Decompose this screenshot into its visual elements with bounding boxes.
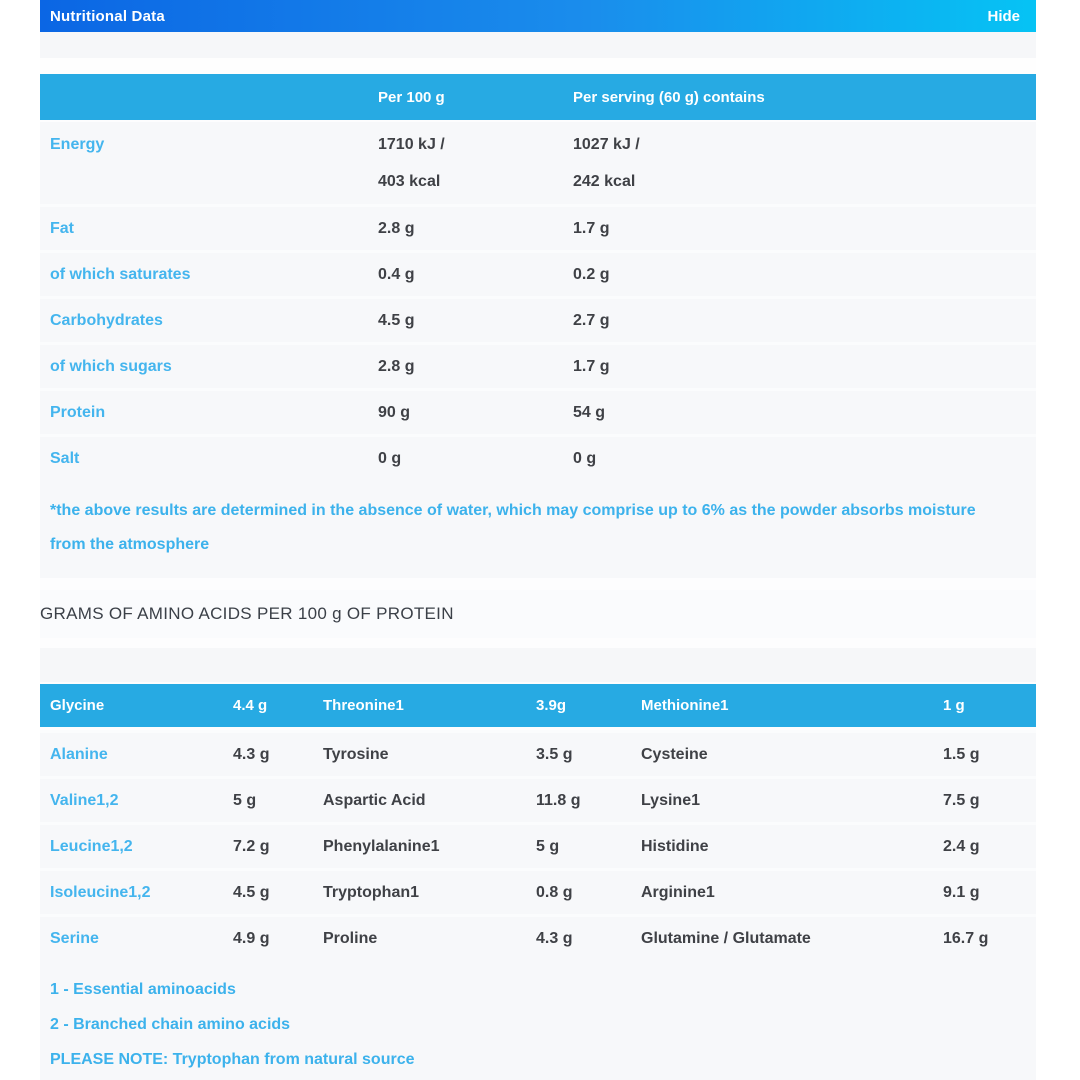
amino-value: 4.5 g	[233, 883, 270, 901]
nutrition-table-header	[40, 74, 1036, 122]
amino-row	[40, 730, 1036, 776]
nutrition-row-salt	[40, 434, 1036, 480]
amino-name: Isoleucine1,2	[50, 883, 151, 901]
amino-value: 4.4 g	[233, 697, 268, 714]
amino-row	[40, 776, 1036, 822]
water-absorption-footnote	[40, 480, 1036, 578]
amino-name: Methionine1	[641, 697, 729, 714]
amino-name: Aspartic Acid	[323, 791, 426, 809]
row-label: Protein	[50, 403, 106, 421]
spacer-band	[40, 58, 1036, 74]
amino-name: Histidine	[641, 837, 709, 855]
amino-footnotes	[40, 960, 1036, 1080]
amino-value: 3.5 g	[536, 745, 573, 763]
amino-value: 4.3 g	[536, 929, 573, 947]
note-branched-chain: 2 - Branched chain amino acids	[50, 1016, 291, 1033]
value-per-100g: 4.5 g	[378, 311, 415, 329]
row-label: of which saturates	[50, 265, 191, 283]
amino-value: 2.4 g	[943, 837, 980, 855]
row-label: Energy	[50, 136, 105, 153]
column-header-per-100g: Per 100 g	[378, 88, 445, 106]
value-per-100g: 90 g	[378, 403, 411, 421]
energy-kcal: 242 kcal	[573, 173, 636, 190]
nutrition-row-energy	[40, 122, 1036, 204]
amino-value: 5 g	[233, 791, 257, 809]
value-per-serving: 2.7 g	[573, 311, 610, 329]
value-per-serving: 0.2 g	[573, 265, 610, 283]
spacer-band	[40, 648, 1036, 682]
value-per-serving	[573, 126, 1036, 200]
note-essential-aminoacids: 1 - Essential aminoacids	[50, 981, 236, 998]
amino-value: 7.2 g	[233, 837, 270, 855]
amino-value: 3.9g	[536, 697, 567, 714]
amino-name: Glycine	[50, 697, 105, 714]
value-per-serving: 1.7 g	[573, 219, 610, 237]
row-label: Carbohydrates	[50, 311, 163, 329]
column-header-per-serving: Per serving (60 g) contains	[573, 88, 765, 106]
nutrition-row-saturates	[40, 250, 1036, 296]
spacer-band	[40, 638, 1036, 648]
row-label: of which sugars	[50, 357, 172, 375]
amino-value: 1 g	[943, 697, 965, 714]
amino-value: 1.5 g	[943, 745, 980, 763]
amino-name: Glutamine / Glutamate	[641, 929, 811, 947]
value-per-serving: 0 g	[573, 449, 597, 467]
amino-acids-heading-band	[40, 590, 1036, 638]
value-per-100g: 2.8 g	[378, 357, 415, 375]
nutrition-row-sugars	[40, 342, 1036, 388]
amino-row	[40, 914, 1036, 960]
amino-name: Valine1,2	[50, 791, 119, 809]
amino-name: Threonine1	[323, 697, 404, 714]
note-tryptophan-source: PLEASE NOTE: Tryptophan from natural source	[50, 1051, 415, 1068]
energy-kj: 1027 kJ /	[573, 136, 640, 153]
amino-name: Cysteine	[641, 745, 708, 763]
amino-name: Tryptophan1	[323, 883, 420, 901]
value-per-serving: 54 g	[573, 403, 606, 421]
amino-name: Phenylalanine1	[323, 837, 440, 855]
nutrition-row-fat	[40, 204, 1036, 250]
hide-button[interactable]: Hide	[987, 7, 1020, 25]
amino-acids-heading: GRAMS OF AMINO ACIDS PER 100 g OF PROTEIN	[40, 604, 454, 623]
amino-table-header	[40, 684, 1036, 730]
nutrition-table-body	[40, 122, 1036, 578]
footnote-text: *the above results are determined in the absence of water, which may comprise up to 6% as the powder absorbs moisture from the atmosphere	[50, 502, 976, 553]
value-per-100g	[378, 126, 573, 200]
amino-name: Leucine1,2	[50, 837, 133, 855]
amino-name: Serine	[50, 929, 99, 947]
nutrition-row-protein	[40, 388, 1036, 434]
amino-row	[40, 868, 1036, 914]
amino-value: 16.7 g	[943, 929, 989, 947]
amino-row	[40, 822, 1036, 868]
spacer-band	[40, 578, 1036, 590]
value-per-100g: 0.4 g	[378, 265, 415, 283]
value-per-serving: 1.7 g	[573, 357, 610, 375]
amino-name: Proline	[323, 929, 378, 947]
amino-value: 0.8 g	[536, 883, 573, 901]
row-label: Salt	[50, 449, 80, 467]
amino-value: 5 g	[536, 837, 560, 855]
nutritional-data-panel	[40, 0, 1036, 1080]
energy-kj: 1710 kJ /	[378, 136, 445, 153]
amino-value: 7.5 g	[943, 791, 980, 809]
nutrition-row-carbohydrates	[40, 296, 1036, 342]
spacer-band	[40, 32, 1036, 58]
amino-value: 11.8 g	[536, 791, 581, 809]
amino-name: Lysine1	[641, 791, 700, 809]
amino-name: Alanine	[50, 745, 108, 763]
panel-titlebar	[40, 0, 1036, 32]
row-label: Fat	[50, 219, 74, 237]
panel-title: Nutritional Data	[50, 7, 165, 25]
amino-value: 4.9 g	[233, 929, 270, 947]
amino-name: Tyrosine	[323, 745, 389, 763]
energy-kcal: 403 kcal	[378, 173, 441, 190]
amino-value: 4.3 g	[233, 745, 270, 763]
amino-value: 9.1 g	[943, 883, 980, 901]
value-per-100g: 0 g	[378, 449, 402, 467]
amino-name: Arginine1	[641, 883, 715, 901]
value-per-100g: 2.8 g	[378, 219, 415, 237]
